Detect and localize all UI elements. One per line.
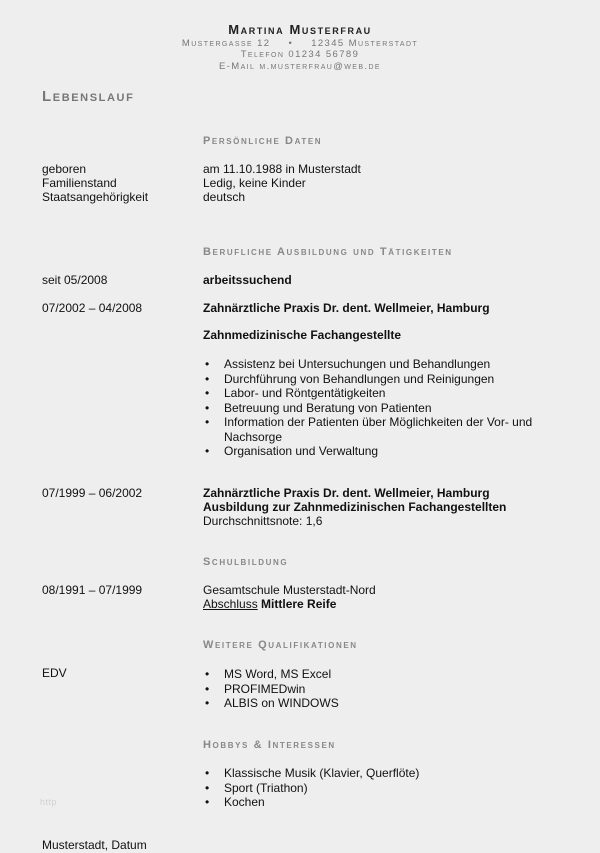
address-separator: •: [288, 38, 294, 49]
qualification-label: EDV: [42, 666, 67, 680]
career-employer-3: Zahnärztliche Praxis Dr. dent. Wellmeier, Hamburg: [203, 486, 490, 500]
section-heading-personal: Persönliche Daten: [203, 135, 323, 147]
list-item: • Klassische Musik (Klavier, Querflöte): [203, 766, 548, 781]
list-item: • Kochen: [203, 795, 548, 810]
document-title: Lebenslauf: [42, 88, 135, 105]
list-item: • Sport (Triathon): [203, 781, 548, 796]
personal-label-nationality: Staatsangehörigkeit: [42, 190, 149, 204]
personal-label-marital: Familienstand: [42, 176, 117, 190]
list-item: • MS Word, MS Excel: [203, 667, 548, 682]
section-heading-hobbies: Hobbys & Interessen: [203, 739, 336, 751]
personal-value-marital: Ledig, keine Kinder: [203, 176, 306, 190]
section-heading-school: Schulbildung: [203, 556, 289, 568]
degree-label: Abschluss: [203, 597, 258, 611]
list-item: • ALBIS on WINDOWS: [203, 696, 548, 711]
list-item: • Labor- und Röntgentätigkeiten: [203, 386, 548, 401]
hobby-list: [203, 766, 548, 810]
watermark: http: [40, 797, 58, 807]
career-period-2: 07/2002 – 04/2008: [42, 301, 143, 315]
list-item: • Betreuung und Beratung von Patienten: [203, 401, 548, 416]
list-item: • Information der Patienten über Möglichkeiten der Vor- und Nachsorge: [203, 415, 548, 444]
qualification-list: [203, 667, 548, 711]
list-item: • Assistenz bei Untersuchungen und Behandlungen: [203, 357, 548, 372]
career-employer-2: Zahnärztliche Praxis Dr. dent. Wellmeier, Hamburg: [203, 301, 490, 315]
career-period-3: 07/1999 – 06/2002: [42, 486, 143, 500]
address-line: [0, 38, 600, 49]
list-item: • Durchführung von Behandlungen und Reinigungen: [203, 372, 548, 387]
degree-value: Mittlere Reife: [261, 597, 337, 611]
school-name: Gesamtschule Musterstadt-Nord: [203, 583, 376, 597]
list-item: • Organisation und Verwaltung: [203, 444, 548, 459]
phone-line: Telefon 01234 56789: [240, 49, 360, 60]
personal-value-birth: am 11.10.1988 in Musterstadt: [203, 162, 361, 176]
place-date: Musterstadt, Datum: [42, 838, 147, 852]
school-degree-line: [203, 597, 336, 612]
list-item: • PROFIMEDwin: [203, 682, 548, 697]
school-period: 08/1991 – 07/1999: [42, 583, 143, 597]
career-role-3: Ausbildung zur Zahnmedizinischen Fachangestellten: [203, 500, 507, 514]
email-line: E-Mail m.musterfrau@web.de: [219, 61, 381, 72]
career-task-list: [203, 357, 548, 459]
section-heading-career: Berufliche Ausbildung und Tätigkeiten: [203, 246, 453, 258]
career-title-1: arbeitssuchend: [203, 273, 292, 287]
career-period-1: seit 05/2008: [42, 273, 108, 287]
personal-label-birth: geboren: [42, 162, 87, 176]
personal-value-nationality: deutsch: [203, 190, 246, 204]
applicant-name: Martina Musterfrau: [228, 22, 372, 37]
career-role-2: Zahnmedizinische Fachangestellte: [203, 328, 402, 342]
career-note-3: Durchschnittsnote: 1,6: [203, 514, 323, 528]
street: Mustergasse 12: [181, 38, 271, 49]
section-heading-qualifications: Weitere Qualifikationen: [203, 639, 358, 651]
city: 12345 Musterstadt: [311, 38, 419, 49]
